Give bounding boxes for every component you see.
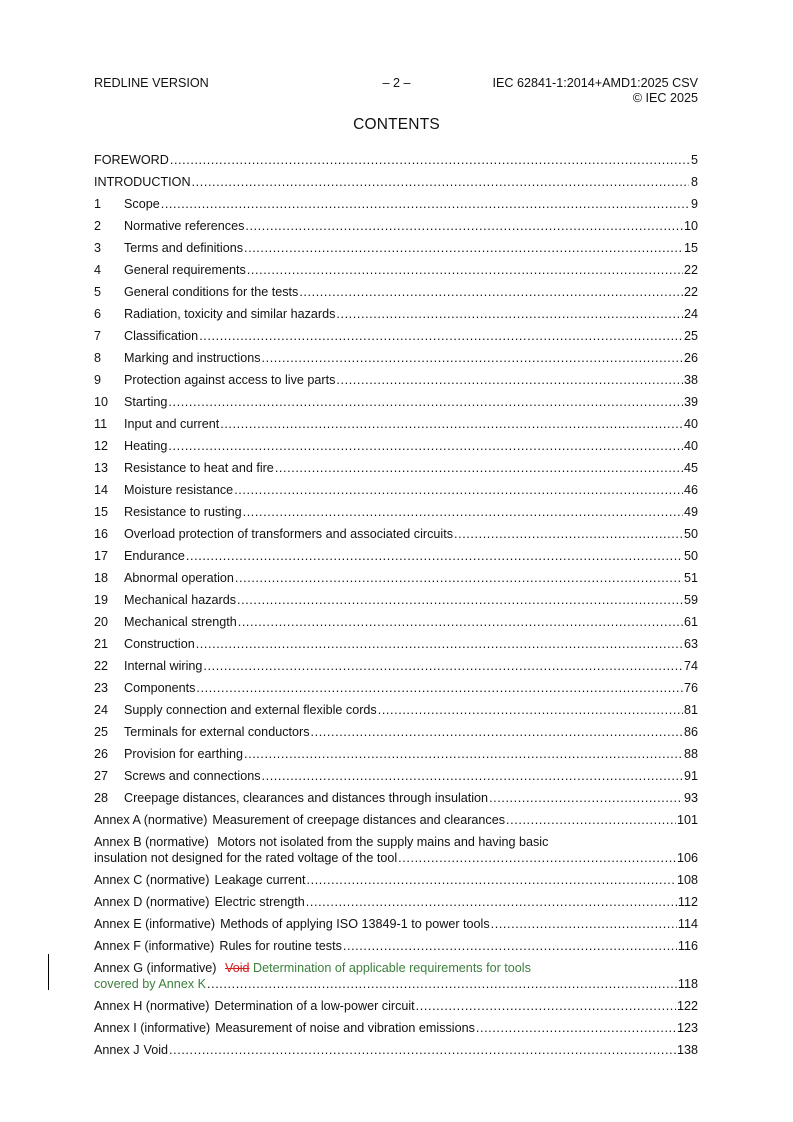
leader-dots <box>186 549 683 564</box>
inserted-title-line1: Determination of applicable requirements for tools <box>253 961 531 975</box>
toc-entry[interactable] <box>94 784 698 806</box>
toc-entry[interactable] <box>94 740 698 762</box>
annex-page: 112 <box>677 895 698 909</box>
toc-annex-d[interactable] <box>94 888 698 910</box>
section-page: 61 <box>683 615 698 629</box>
section-number: 2 <box>94 219 102 233</box>
toc-annex-c[interactable] <box>94 866 698 888</box>
section-title: Moisture resistance <box>124 483 234 497</box>
section-page: 91 <box>683 769 698 783</box>
section-page: 63 <box>683 637 698 651</box>
leader-dots <box>168 439 683 454</box>
toc-annex-e[interactable] <box>94 910 698 932</box>
annex-page: 123 <box>676 1021 698 1035</box>
section-title: Starting <box>124 395 168 409</box>
toc-entry[interactable] <box>94 190 698 212</box>
toc-entry[interactable] <box>94 146 698 168</box>
section-title: Classification <box>124 329 199 343</box>
section-number: 7 <box>94 329 102 343</box>
section-page: 8 <box>690 175 698 189</box>
leader-dots <box>235 571 683 586</box>
section-title: Screws and connections <box>124 769 261 783</box>
leader-dots <box>234 483 683 498</box>
section-page: 81 <box>683 703 698 717</box>
section-title: Provision for earthing <box>124 747 244 761</box>
document-id: IEC 62841-1:2014+AMD1:2025 CSV <box>492 76 698 90</box>
section-number: 27 <box>94 769 109 783</box>
section-title: Marking and instructions <box>124 351 261 365</box>
section-title: Construction <box>124 637 195 651</box>
section-number: 11 <box>94 417 108 431</box>
toc-annex-f[interactable] <box>94 932 698 954</box>
annex-title: Rules for routine tests <box>219 939 342 953</box>
leader-dots <box>168 395 683 410</box>
annex-page: 101 <box>676 813 698 827</box>
section-number: 5 <box>94 285 102 299</box>
leader-dots <box>247 263 683 278</box>
section-number: 10 <box>94 395 109 409</box>
leader-dots <box>220 417 683 432</box>
section-page: 50 <box>683 527 698 541</box>
annex-page: 118 <box>677 977 698 991</box>
section-title: Supply connection and external flexible cords <box>124 703 377 717</box>
section-number: 12 <box>94 439 109 453</box>
leader-dots <box>489 791 683 806</box>
section-number: 3 <box>94 241 102 255</box>
annex-title-line1: Motors not isolated from the supply mains and having basic <box>217 835 549 849</box>
section-page: 59 <box>683 593 698 607</box>
header-left: REDLINE VERSION <box>94 76 209 90</box>
table-of-contents <box>94 146 698 1058</box>
section-number: 22 <box>94 659 109 673</box>
section-title: Components <box>124 681 196 695</box>
leader-dots <box>238 615 683 630</box>
toc-entry[interactable] <box>94 388 698 410</box>
leader-dots <box>237 593 683 608</box>
section-page: 15 <box>683 241 698 255</box>
toc-entry[interactable] <box>94 410 698 432</box>
leader-dots <box>207 977 677 992</box>
section-title: Creepage distances, clearances and distances through insulation <box>124 791 489 805</box>
annex-page: 116 <box>677 939 698 953</box>
page-title: CONTENTS <box>353 116 440 133</box>
annex-title: Measurement of creepage distances and clearances <box>212 813 506 827</box>
section-page: 5 <box>690 153 698 167</box>
leader-dots <box>196 637 683 652</box>
leader-dots <box>245 219 683 234</box>
section-page: 22 <box>683 263 698 277</box>
revision-change-bar <box>48 954 49 990</box>
annex-page: 138 <box>676 1043 698 1057</box>
leader-dots <box>244 747 683 762</box>
annex-label: Annex H (normative) <box>94 999 210 1013</box>
section-page: 22 <box>683 285 698 299</box>
section-title: General conditions for the tests <box>124 285 299 299</box>
section-number: 23 <box>94 681 109 695</box>
toc-entry[interactable] <box>94 564 698 586</box>
toc-entry[interactable] <box>94 718 698 740</box>
toc-entry[interactable] <box>94 762 698 784</box>
annex-page: 106 <box>676 851 698 865</box>
toc-entry[interactable] <box>94 476 698 498</box>
toc-entry[interactable] <box>94 168 698 190</box>
leader-dots <box>454 527 683 542</box>
leader-dots <box>299 285 683 300</box>
toc-entry[interactable] <box>94 278 698 300</box>
section-title: Heating <box>124 439 168 453</box>
section-page: 24 <box>683 307 698 321</box>
section-title: Protection against access to live parts <box>124 373 336 387</box>
section-page: 40 <box>683 439 698 453</box>
section-page: 39 <box>683 395 698 409</box>
copyright: © IEC 2025 <box>632 91 698 105</box>
section-page: 86 <box>683 725 698 739</box>
section-number: 28 <box>94 791 109 805</box>
section-title: FOREWORD <box>94 153 169 167</box>
leader-dots <box>378 703 683 718</box>
page-number: – 2 – <box>382 76 411 90</box>
toc-annex-j[interactable] <box>94 1036 698 1058</box>
section-number: 21 <box>94 637 109 651</box>
section-page: 40 <box>683 417 698 431</box>
annex-label: Annex C (normative) <box>94 873 210 887</box>
section-number: 1 <box>94 197 102 211</box>
annex-label: Annex B (normative) <box>94 835 209 849</box>
section-number: 26 <box>94 747 109 761</box>
section-page: 10 <box>683 219 698 233</box>
toc-entry[interactable] <box>94 630 698 652</box>
leader-dots <box>336 307 683 322</box>
leader-dots <box>275 461 683 476</box>
toc-entry[interactable] <box>94 652 698 674</box>
toc-entry[interactable] <box>94 542 698 564</box>
section-number: 4 <box>94 263 102 277</box>
section-title: Terminals for external conductors <box>124 725 310 739</box>
section-page: 26 <box>683 351 698 365</box>
section-number: 9 <box>94 373 102 387</box>
section-title: INTRODUCTION <box>94 175 191 189</box>
section-title: General requirements <box>124 263 246 277</box>
section-number: 20 <box>94 615 109 629</box>
leader-dots <box>170 153 689 168</box>
section-title: Resistance to heat and fire <box>124 461 274 475</box>
toc-annex-h[interactable] <box>94 992 698 1014</box>
toc-entry[interactable] <box>94 454 698 476</box>
leader-dots <box>192 175 689 190</box>
section-number: 6 <box>94 307 102 321</box>
toc-entry[interactable] <box>94 256 698 278</box>
toc-entry[interactable] <box>94 212 698 234</box>
section-page: 38 <box>683 373 698 387</box>
annex-title: Determination of a low-power circuit <box>214 999 415 1013</box>
header-right <box>493 76 698 106</box>
annex-title: Methods of applying ISO 13849-1 to power tools <box>220 917 490 931</box>
leader-dots <box>416 999 676 1014</box>
inserted-title-line2: covered by Annex K <box>94 977 207 991</box>
leader-dots <box>169 1043 676 1058</box>
annex-title: Measurement of noise and vibration emissions <box>215 1021 475 1035</box>
leader-dots <box>262 351 683 366</box>
annex-page: 108 <box>676 873 698 887</box>
leader-dots <box>196 681 683 696</box>
annex-label: Annex G (informative) <box>94 961 217 975</box>
section-number: 25 <box>94 725 109 739</box>
annex-page: 122 <box>676 999 698 1013</box>
annex-page: 114 <box>677 917 698 931</box>
toc-entry[interactable] <box>94 300 698 322</box>
section-number: 17 <box>94 549 109 563</box>
toc-entry[interactable] <box>94 674 698 696</box>
annex-label: Annex A (normative) <box>94 813 208 827</box>
annex-label: Annex D (normative) <box>94 895 210 909</box>
section-page: 50 <box>683 549 698 563</box>
leader-dots <box>311 725 683 740</box>
annex-title: Electric strength <box>214 895 305 909</box>
toc-annex-a[interactable] <box>94 806 698 828</box>
toc-entry[interactable] <box>94 608 698 630</box>
section-title: Radiation, toxicity and similar hazards <box>124 307 336 321</box>
annex-label: Annex E (informative) <box>94 917 216 931</box>
annex-title: Void <box>143 1043 169 1057</box>
section-title: Input and current <box>124 417 220 431</box>
section-page: 51 <box>683 571 698 585</box>
section-title: Mechanical hazards <box>124 593 237 607</box>
deleted-text: Void <box>224 961 250 975</box>
leader-dots <box>476 1021 676 1036</box>
toc-entry[interactable] <box>94 520 698 542</box>
annex-label: Annex I (informative) <box>94 1021 211 1035</box>
toc-annex-g[interactable] <box>94 954 698 992</box>
toc-annex-b[interactable] <box>94 828 698 866</box>
annex-title: Leakage current <box>214 873 306 887</box>
toc-sections <box>94 146 698 806</box>
section-title: Endurance <box>124 549 185 563</box>
leader-dots <box>306 895 677 910</box>
section-number: 19 <box>94 593 109 607</box>
leader-dots <box>307 873 676 888</box>
toc-entry[interactable] <box>94 234 698 256</box>
toc-entry[interactable] <box>94 322 698 344</box>
leader-dots <box>343 939 677 954</box>
section-title: Abnormal operation <box>124 571 234 585</box>
section-title: Resistance to rusting <box>124 505 242 519</box>
section-number: 16 <box>94 527 109 541</box>
section-title: Scope <box>124 197 160 211</box>
leader-dots <box>161 197 689 212</box>
toc-entry[interactable] <box>94 432 698 454</box>
toc-entry[interactable] <box>94 498 698 520</box>
leader-dots <box>262 769 683 784</box>
toc-entry[interactable] <box>94 366 698 388</box>
leader-dots <box>398 851 676 866</box>
section-title: Normative references <box>124 219 245 233</box>
section-number: 8 <box>94 351 102 365</box>
toc-entry[interactable] <box>94 586 698 608</box>
section-page: 49 <box>683 505 698 519</box>
leader-dots <box>336 373 683 388</box>
section-number: 18 <box>94 571 109 585</box>
section-page: 88 <box>683 747 698 761</box>
leader-dots <box>491 917 677 932</box>
leader-dots <box>244 241 683 256</box>
annex-title-line2: insulation not designed for the rated voltage of the tool <box>94 851 398 865</box>
section-page: 25 <box>683 329 698 343</box>
section-page: 76 <box>683 681 698 695</box>
leader-dots <box>203 659 683 674</box>
section-title: Overload protection of transformers and associated circuits <box>124 527 453 541</box>
leader-dots <box>506 813 676 828</box>
section-page: 46 <box>683 483 698 497</box>
annex-label: Annex J <box>94 1043 140 1057</box>
section-title: Mechanical strength <box>124 615 237 629</box>
section-page: 9 <box>690 197 698 211</box>
section-number: 14 <box>94 483 109 497</box>
section-page: 45 <box>683 461 698 475</box>
toc-annex-i[interactable] <box>94 1014 698 1036</box>
toc-entry[interactable] <box>94 344 698 366</box>
section-page: 74 <box>683 659 698 673</box>
section-title: Internal wiring <box>124 659 203 673</box>
section-number: 13 <box>94 461 109 475</box>
leader-dots <box>199 329 683 344</box>
toc-entry[interactable] <box>94 696 698 718</box>
section-number: 15 <box>94 505 109 519</box>
section-title: Terms and definitions <box>124 241 244 255</box>
annex-label: Annex F (informative) <box>94 939 215 953</box>
leader-dots <box>243 505 683 520</box>
section-page: 93 <box>683 791 698 805</box>
section-number: 24 <box>94 703 109 717</box>
